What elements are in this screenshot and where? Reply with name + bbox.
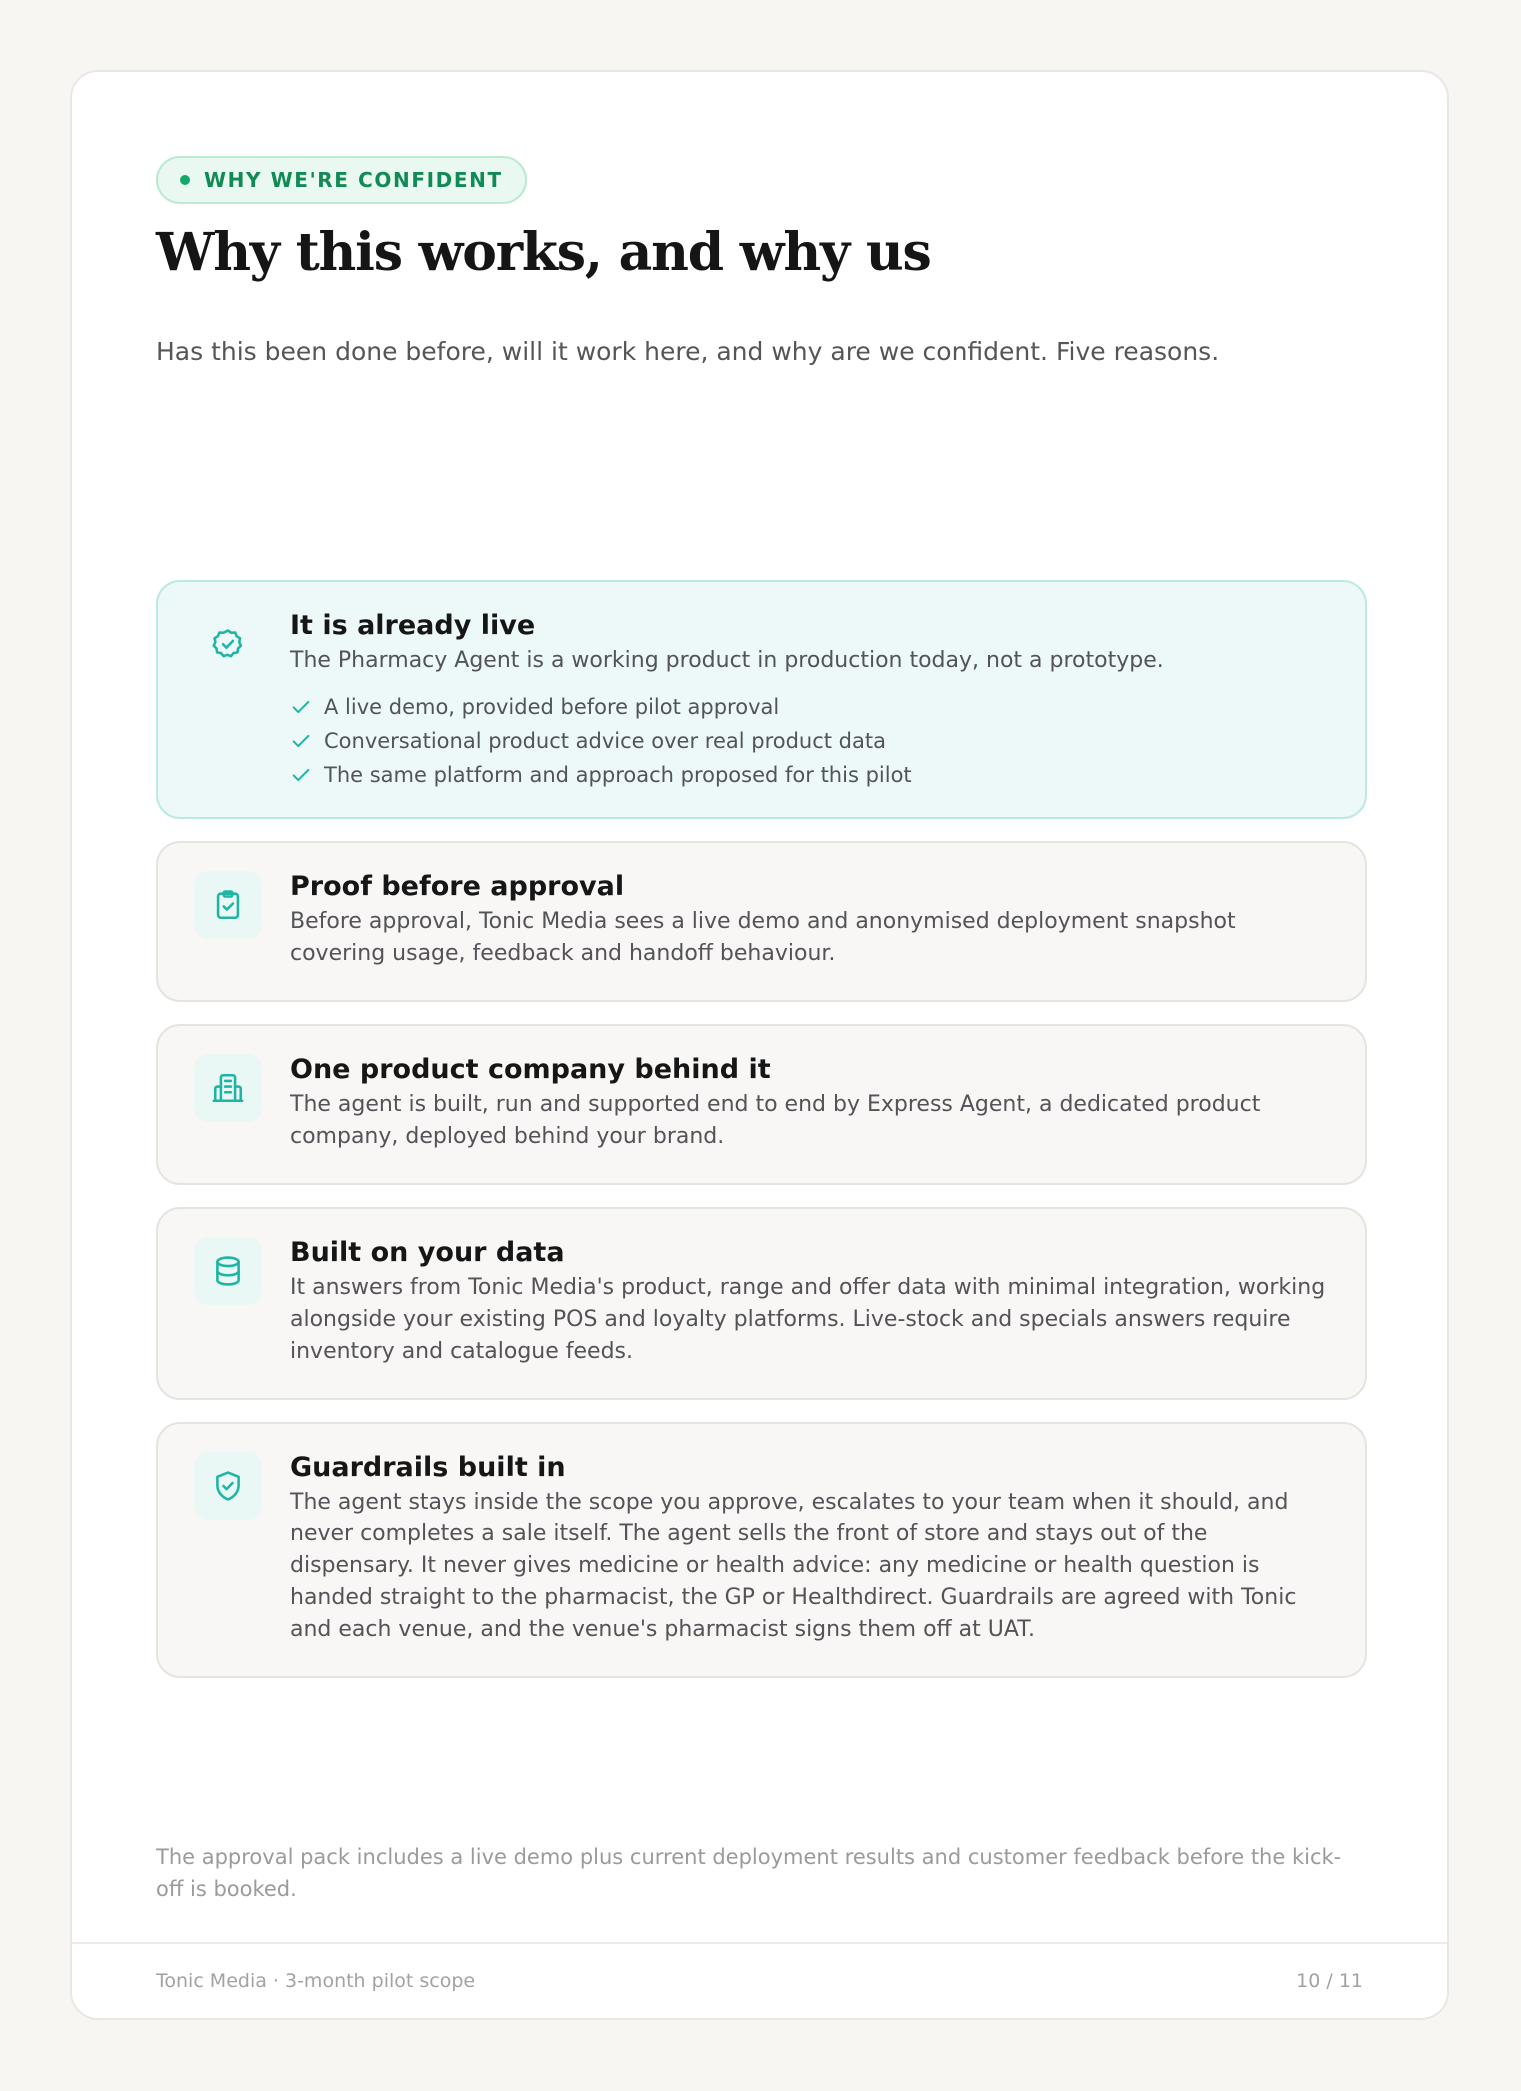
eyebrow-dot-icon	[180, 175, 190, 185]
checklist-item-label: The same platform and approach proposed for this pilot	[324, 762, 912, 787]
eyebrow-label: WHY WE'RE CONFIDENT	[204, 168, 503, 192]
checklist-item-label: A live demo, provided before pilot approval	[324, 694, 780, 719]
footer-divider	[72, 1942, 1447, 1944]
checklist-item	[290, 695, 779, 719]
badge-check-icon	[194, 610, 262, 678]
reason-title: One product company behind it	[290, 1053, 771, 1085]
check-icon	[290, 696, 312, 718]
check-icon	[290, 764, 312, 786]
database-icon	[194, 1237, 262, 1305]
page-card	[70, 70, 1449, 2020]
checklist-item	[290, 729, 886, 753]
reason-body: Before approval, Tonic Media sees a live demo and anonymised deployment snapshot covering usage, feedback and handoff behaviour.	[290, 909, 1236, 966]
footnote: The approval pack includes a live demo plus current deployment results and customer feedback before the kick-off is booked.	[156, 1845, 1342, 1901]
page-title: Why this works, and why us	[156, 222, 931, 283]
reason-title: It is already live	[290, 610, 536, 641]
checklist-item-label: Conversational product advice over real product data	[324, 728, 886, 753]
reason-body: It answers from Tonic Media's product, range and offer data with minimal integration, working alongside your existing POS and loyalty platforms. Live-stock and specials answers require inventory and catalogue feeds.	[290, 1274, 1326, 1364]
reason-title: Built on your data	[290, 1236, 565, 1268]
reason-title: Guardrails built in	[290, 1451, 566, 1483]
reason-card-your-data	[156, 1207, 1367, 1400]
reason-card-product-company	[156, 1024, 1367, 1185]
reason-body: The agent stays inside the scope you approve, escalates to your team when it should, and never completes a sale itself. The agent sells the front of store and stays out of the dispensary. It never gives medicine or health advice: any medicine or health question is handed straight to the pharmacist, the GP or Healthdirect. Guardrails are agreed with Tonic and each venue, and the venue's pharmacist signs them off at UAT.	[290, 1489, 1297, 1643]
clipboard-check-icon	[194, 871, 262, 939]
footer-document-label: Tonic Media · 3-month pilot scope	[156, 1970, 476, 1992]
reason-card-already-live	[156, 580, 1367, 819]
reason-card-proof	[156, 841, 1367, 1002]
building-icon	[194, 1054, 262, 1122]
shield-check-icon	[194, 1452, 262, 1520]
page-subtitle: Has this been done before, will it work here, and why are we confident. Five reasons.	[156, 337, 1220, 366]
reason-card-guardrails	[156, 1422, 1367, 1679]
reason-body: The agent is built, run and supported end to end by Express Agent, a dedicated product company, deployed behind your brand.	[290, 1091, 1261, 1149]
reasons-list	[156, 580, 1367, 1700]
reason-title: Proof before approval	[290, 870, 625, 902]
checklist-item	[290, 763, 912, 787]
reason-body: The Pharmacy Agent is a working product in production today, not a prototype.	[290, 648, 1164, 674]
section-eyebrow-badge	[156, 156, 527, 204]
reason-checklist	[290, 695, 1329, 787]
footer-page-number: 10 / 11	[1296, 1970, 1363, 1992]
check-icon	[290, 730, 312, 752]
